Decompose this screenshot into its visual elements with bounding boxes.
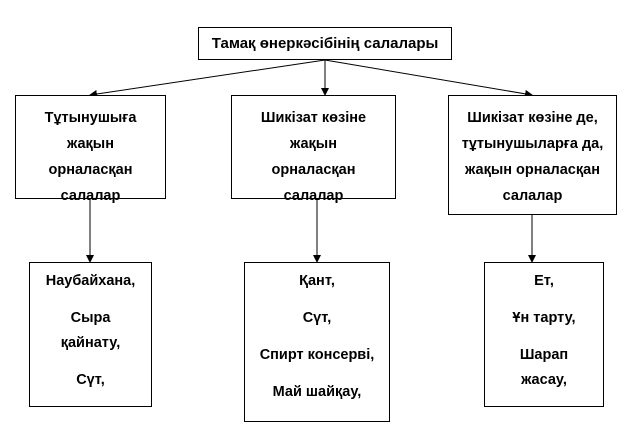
category-node-line: Тұтынушыға	[44, 110, 137, 126]
example-item-line: Қант,	[299, 273, 335, 289]
example-item	[245, 306, 389, 331]
category-node-line: салалар	[60, 188, 121, 204]
category-node-consumer	[15, 95, 166, 204]
category-node-line: жақын орналасқан	[465, 162, 600, 178]
example-item	[245, 343, 389, 368]
example-item-line: жасау,	[521, 372, 567, 388]
category-node-line: салалар	[283, 188, 344, 204]
example-item	[245, 269, 389, 294]
example-item-line: Спирт консерві,	[259, 347, 375, 363]
example-item	[485, 343, 603, 393]
examples-node-consumer	[29, 262, 152, 407]
example-item-line: Наубайхана,	[45, 273, 136, 289]
example-item-line: Ұн тарту,	[512, 310, 576, 326]
example-item-line: Май шайқау,	[272, 384, 362, 400]
example-item	[30, 368, 151, 393]
example-item	[30, 269, 151, 294]
example-item	[485, 306, 603, 331]
example-item	[485, 269, 603, 294]
category-node-line: салалар	[502, 188, 563, 204]
category-node-line: орналасқан	[48, 162, 133, 178]
root-node-label: Тамақ өнеркәсібінің салалары	[211, 35, 439, 52]
example-item-line: Ет,	[534, 273, 554, 289]
category-node-line: орналасқан	[271, 162, 356, 178]
category-node-line: Шикізат көзіне де,	[467, 110, 598, 126]
arrow-root-to-category-1	[90, 60, 325, 95]
category-node-both	[448, 95, 617, 215]
category-node-line: жақын	[67, 136, 114, 152]
examples-node-raw-material	[244, 262, 390, 422]
arrow-root-to-category-3	[325, 60, 532, 95]
example-item	[245, 380, 389, 405]
example-item-line: қайнату,	[60, 335, 121, 351]
example-item-line: Сүт,	[302, 310, 332, 326]
category-node-line: жақын	[290, 136, 337, 152]
example-item-line: Сүт,	[76, 372, 105, 388]
example-item-line: Шарап	[519, 347, 569, 363]
category-node-line: Шикізат көзіне	[260, 110, 367, 126]
root-node	[198, 27, 452, 60]
example-item	[30, 306, 151, 356]
category-node-raw-material	[231, 95, 396, 204]
category-node-line: тұтынушыларға да,	[461, 136, 604, 152]
examples-node-both	[484, 262, 604, 407]
example-item-line: Сыра	[70, 310, 111, 326]
